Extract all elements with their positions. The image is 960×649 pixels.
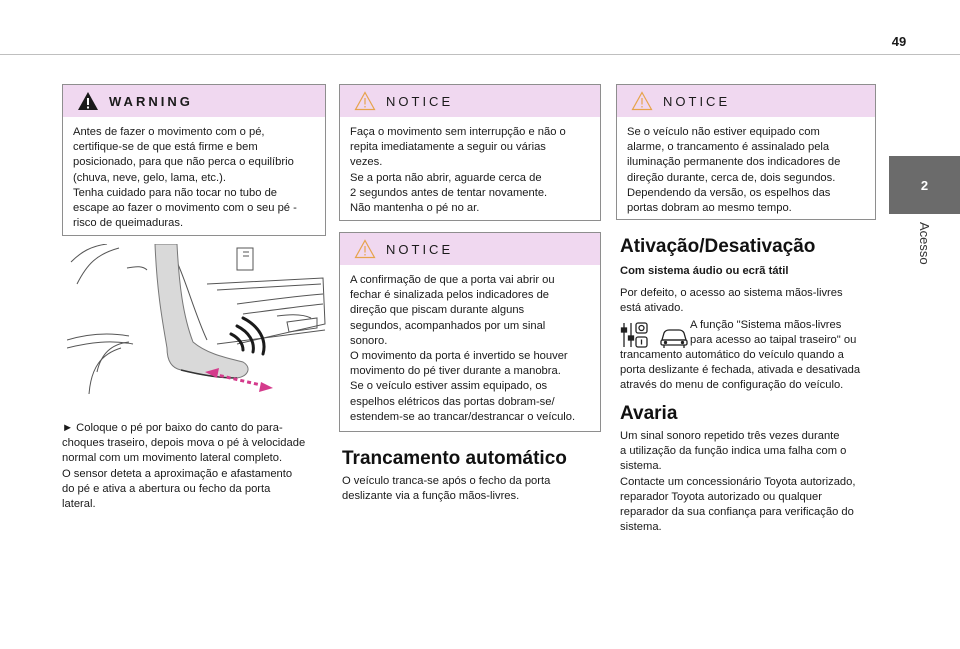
foot-sensor-illustration — [67, 244, 329, 402]
notice-title: NOTICE — [663, 93, 731, 109]
settings-app-icon — [622, 323, 648, 347]
chapter-label: Acesso — [917, 222, 932, 265]
warning-text: Antes de fazer o movimento com o pé, certifique-se de que está firme e bem posicionado, para que não perca o equilíbrio (chuva, neve, gelo, lama, etc.). Tenha cuidado para não tocar no tubo de escape ao fazer o movimento com o seu pé - risco de queimaduras. — [73, 126, 297, 230]
warning-box — [62, 84, 326, 236]
notice-title: NOTICE — [386, 93, 454, 109]
car-icon — [661, 330, 687, 348]
auto-lock-heading: Trancamento automático — [342, 448, 567, 469]
activation-subheading: Com sistema áudio ou ecrã tátil — [620, 265, 789, 277]
notice-icon — [631, 91, 653, 111]
notice-title: NOTICE — [386, 241, 454, 257]
fault-text: Um sinal sonoro repetido três vezes durante a utilização da função indica uma falha com o sistema. Contacte um concessionário Toyota autorizado, reparador Toyota autorizado ou qualquer reparador da sua confiança para verificação do sistema. — [620, 430, 856, 534]
instruction-text: ► Coloque o pé por baixo do canto do para- choques traseiro, depois mova o pé à velocidade normal com um movimento lateral completo. O sensor deteta a aproximação e afastamento do pé e ativa a abertura ou fecho da porta lateral. — [62, 422, 306, 511]
function-icons — [620, 320, 688, 350]
notice-box-alarm — [616, 84, 876, 220]
page-number: 49 — [891, 34, 907, 49]
notice-header — [340, 85, 600, 117]
notice-box-confirmation — [339, 232, 601, 432]
chapter-tab[interactable]: 2 — [889, 156, 960, 214]
top-divider — [0, 54, 960, 55]
activation-icon-text: A função "Sistema mãos-livres para acesso ao taipal traseiro" ou — [690, 319, 857, 347]
notice-text: Se o veículo não estiver equipado com alarme, o trancamento é assinalado pela iluminação permanente dos indicadores de direção durante, cerca de, dois segundos. Dependendo da versão, os espelhos das portas dobram ao mesmo tempo. — [627, 126, 841, 215]
notice-box-movement — [339, 84, 601, 221]
activation-intro: Por defeito, o acesso ao sistema mãos-livres está ativado. — [620, 287, 843, 315]
warning-title: WARNING — [109, 93, 193, 109]
notice-icon — [354, 91, 376, 111]
notice-text: A confirmação de que a porta vai abrir ou fechar é sinalizada pelos indicadores de direção que piscam durante alguns segundos, acompanhados por um sinal sonoro. O movimento da porta é invertido se houver movimento do pé tiver durante a manobra. Se o veículo estiver assim equipado, os espelhos elétricos das portas dobram-se/ estendem-se ao trancar/destrancar o veículo. — [350, 274, 576, 423]
warning-header — [63, 85, 325, 117]
notice-header — [617, 85, 875, 117]
auto-lock-text: O veículo tranca-se após o fecho da porta deslizante via a função mãos-livres. — [342, 475, 551, 503]
warning-icon — [77, 91, 99, 111]
notice-header — [340, 233, 600, 265]
activation-text: trancamento automático do veículo quando a porta deslizante é fechada, ativada e desativada através do menu de configuração do veículo. — [620, 349, 861, 392]
notice-icon — [354, 239, 376, 259]
fault-heading: Avaria — [620, 403, 678, 424]
activation-heading: Ativação/Desativação — [620, 236, 816, 257]
notice-text: Faça o movimento sem interrupção e não o repita imediatamente a seguir ou várias vezes. Se a porta não abrir, aguarde cerca de 2 segundos antes de tentar novamente. Não mantenha o pé no ar. — [350, 126, 566, 215]
